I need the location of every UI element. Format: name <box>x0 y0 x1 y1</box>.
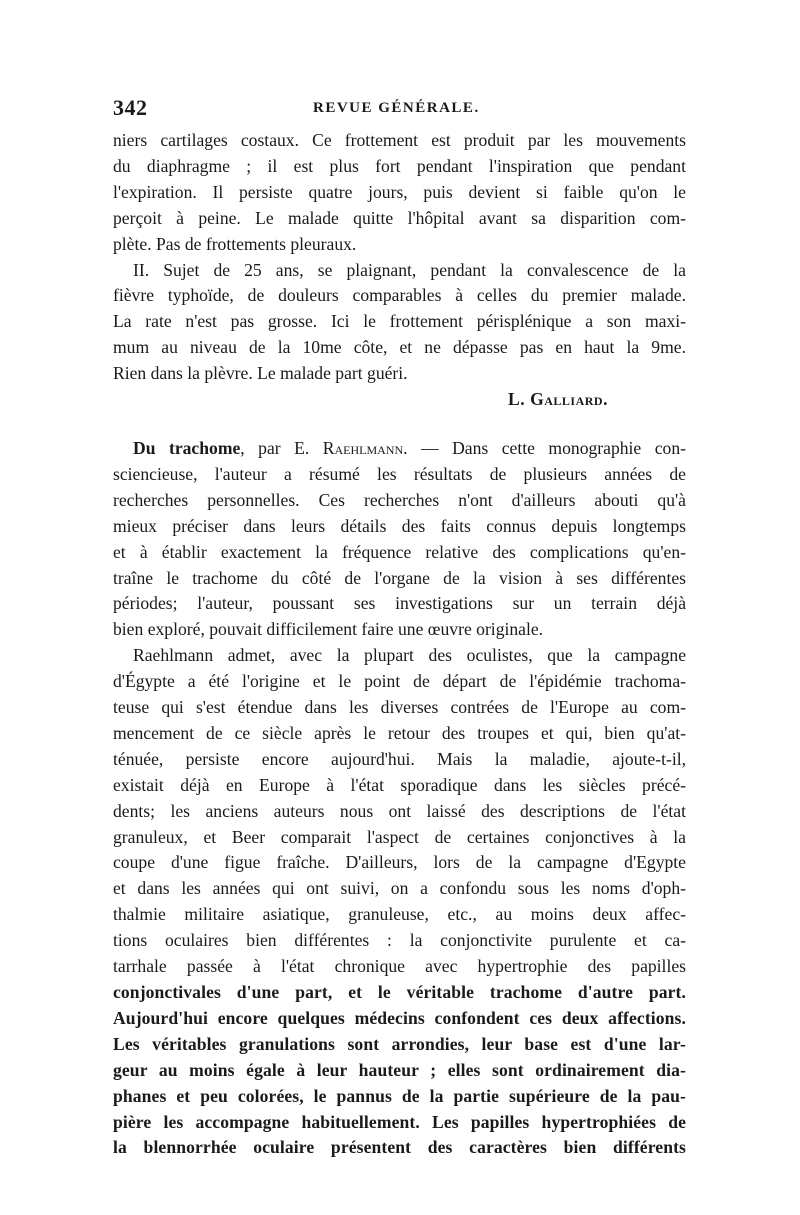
page-body <box>113 128 686 1161</box>
text-line: la blennorrhée oculaire présentent des caractères bien différents <box>113 1137 686 1158</box>
text-line: II. Sujet de 25 ans, se plaignant, pendant la convalescence de la <box>133 259 686 280</box>
text-line: et dans les années qui ont suivi, on a confondu sous les noms d'oph- <box>113 878 686 899</box>
text-line: Rien dans la plèvre. Le malade part guéri. <box>113 363 408 384</box>
page-header <box>113 95 673 125</box>
text-line: du diaphragme ; il est plus fort pendant l'inspiration que pendant <box>113 155 686 176</box>
review-intro: — Dans cette monographie con- <box>407 437 686 458</box>
review-title-separator: , par <box>240 437 295 458</box>
page-number: 342 <box>113 95 148 120</box>
running-head: REVUE GÉNÉRALE. <box>313 100 480 116</box>
text-line: Les véritables granulations sont arrondies, leur base est d'une lar- <box>113 1033 686 1054</box>
text-line: plète. Pas de frottements pleuraux. <box>113 233 357 254</box>
paragraph-raehlmann <box>113 643 686 1161</box>
text-line: ténuée, persiste encore aujourd'hui. Mais la maladie, ajoute-t-il, <box>113 748 686 769</box>
text-line: traîne le trachome du côté de l'organe de la vision à ses différentes <box>113 567 686 588</box>
text-line: d'Égypte a été l'origine et le point de départ de l'épidémie trachoma- <box>113 671 686 692</box>
text-line: bien exploré, pouvait difficilement faire une œuvre originale. <box>113 619 544 640</box>
text-line: conjonctivales d'une part, et le véritable trachome d'autre part. <box>113 982 686 1002</box>
text-line: teuse qui s'est étendue dans les diverses contrées de l'Europe au com- <box>113 697 686 718</box>
text-line: Aujourd'hui encore quelques médecins confondent ces deux affections. <box>113 1007 686 1028</box>
review-heading-line <box>113 436 686 462</box>
text-line: La rate n'est pas grosse. Ici le frottement périsplénique a son maxi- <box>113 311 686 332</box>
paragraph-case-two <box>113 258 686 388</box>
text-line: perçoit à peine. Le malade quitte l'hôpital avant sa disparition com- <box>113 207 686 228</box>
text-line: dents; les anciens auteurs nous ont laissé des descriptions de l'état <box>113 800 686 821</box>
text-line: mieux préciser dans leurs détails des faits connus depuis longtemps <box>113 515 686 536</box>
text-line: geur au moins égale à leur hauteur ; elles sont ordinairement dia- <box>113 1059 686 1080</box>
text-line: mum au niveau de la 10me côte, et ne dépasse pas en haut la 9me. <box>113 337 686 358</box>
text-line: existait déjà en Europe à l'état sporadique dans les siècles précé- <box>113 774 686 795</box>
text-line: thalmie militaire asiatique, granuleuse, etc., au moins deux affec- <box>113 904 686 925</box>
author-signature: L. Galliard. <box>508 389 608 410</box>
text-line: l'expiration. Il persiste quatre jours, puis devient si faible qu'on le <box>113 181 686 202</box>
text-line: périodes; l'auteur, poussant ses investigations sur un terrain déjà <box>113 593 686 614</box>
text-line: fièvre typhoïde, de douleurs comparables à celles du premier malade. <box>113 285 686 306</box>
text-line: et à établir exactement la fréquence relative des complications qu'en- <box>113 541 686 562</box>
text-line: Raehlmann admet, avec la plupart des oculistes, que la campagne <box>133 645 686 666</box>
text-line: tarrhale passée à l'état chronique avec hypertrophie des papilles <box>113 956 686 977</box>
text-line: recherches personnelles. Ces recherches n'ont d'ailleurs abouti qu'à <box>113 489 686 510</box>
paragraph-continuation <box>113 128 686 258</box>
text-line: sciencieuse, l'auteur a résumé les résultats de plusieurs années de <box>113 463 686 484</box>
text-line: mencement de ce siècle après le retour des troupes et qui, bien qu'at- <box>113 722 686 743</box>
review-title: Du trachome <box>133 437 241 458</box>
review-paragraph <box>113 436 686 643</box>
text-line: tions oculaires bien différentes : la conjonctivite purulente et ca- <box>113 930 686 951</box>
text-line: coupe d'une figue fraîche. D'ailleurs, lors de la campagne d'Egypte <box>113 852 686 873</box>
section-gap <box>113 413 686 436</box>
text-line: niers cartilages costaux. Ce frottement est produit par les mouvements <box>113 130 686 150</box>
review-author: E. Raehlmann. <box>294 437 408 458</box>
text-line: granuleux, et Beer comparait l'aspect de certaines conjonctives à la <box>113 826 686 847</box>
text-line: pière les accompagne habituellement. Les papilles hypertrophiées de <box>113 1111 686 1132</box>
text-line: phanes et peu colorées, le pannus de la partie supérieure de la pau- <box>113 1085 686 1106</box>
